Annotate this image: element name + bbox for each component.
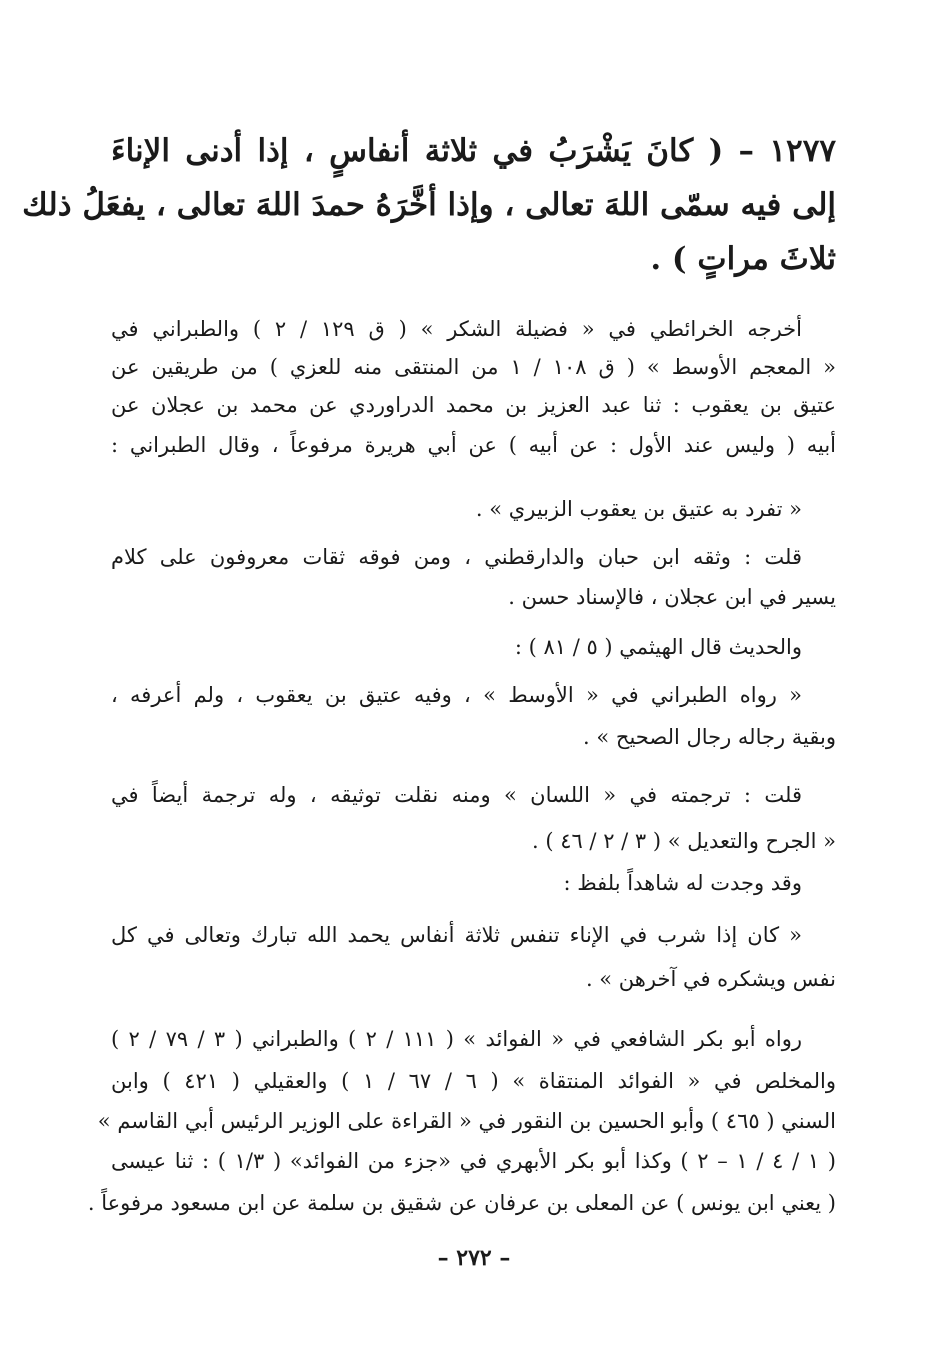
body-line: ( ١ / ٤ / ١ – ٢ ) وكذا أبو بكر الأبهري في «جزء من الفوائد» ( ١/٣ ) : ثنا عيسى — [111, 1149, 836, 1173]
quote-line: نفس ويشكره في آخرهن » . — [585, 967, 836, 991]
body-line: قلت : وثقه ابن حبان والدارقطني ، ومن فوقه ثقات معروفون على كلام — [111, 545, 802, 569]
body-line: ( يعني ابن يونس ) عن المعلى بن عرفان عن شقيق بن سلمة عن ابن مسعود مرفوعاً . — [87, 1191, 836, 1215]
body-line: وقد وجدت له شاهداً بلفظ : — [563, 871, 802, 895]
body-line: والمخلص في « الفوائد المنتقاة » ( ٦ / ٦٧ / ١ ) والعقيلي ( ٤٢١ ) وابن — [111, 1069, 836, 1093]
body-line: قلت : ترجمته في « اللسان » ومنه نقلت توثيقه ، وله ترجمة أيضاً في — [111, 783, 802, 807]
body-line: عتيق بن يعقوب : ثنا عبد العزيز بن محمد الدراوردي عن محمد بن عجلان عن — [111, 393, 836, 417]
quote-line: « رواه الطبراني في « الأوسط » ، وفيه عتيق بن يعقوب ، ولم أعرفه ، — [111, 683, 802, 707]
quote-line: « كان إذا شرب في الإناء تنفس ثلاثة أنفاس يحمد الله تبارك وتعالى في كل — [111, 923, 802, 947]
body-line: رواه أبو بكر الشافعي في « الفوائد » ( ١١١ / ٢ ) والطبراني ( ٣ / ٧٩ / ٢ ) — [111, 1027, 802, 1051]
body-line: « الجرح والتعديل » ( ٣ / ٢ / ٤٦ ) . — [531, 829, 836, 853]
quote-line: وبقية رجاله رجال الصحيح » . — [583, 725, 836, 749]
body-line: يسير في ابن عجلان ، فالإسناد حسن . — [508, 585, 836, 609]
body-line: « المعجم الأوسط » ( ق ١٠٨ / ١ من المنتقى منه للعزي ) من طريقين عن — [111, 355, 836, 379]
heading-line: إلى فيه سمّى اللهَ تعالى ، وإذا أخَّرَهُ حمدَ اللهَ تعالى ، يفعَلُ ذلك — [22, 187, 836, 223]
body-line: السني ( ٤٦٥ ) وأبو الحسين بن النقور في « القراءة على الوزير الرئيس أبي القاسم » — [97, 1109, 836, 1133]
body-line: والحديث قال الهيثمي ( ٥ / ٨١ ) : — [514, 635, 802, 659]
page-number: – ٢٧٢ – — [437, 1245, 511, 1271]
heading-line: ١٢٧٧ – ( كانَ يَشْرَبُ في ثلاثة أنفاسٍ ، إذا أدنى الإناءَ — [111, 133, 836, 169]
body-line: أخرجه الخرائطي في « فضيلة الشكر » ( ق ١٢٩ / ٢ ) والطبراني في — [111, 317, 802, 341]
heading-line: ثلاثَ مراتٍ ) . — [650, 241, 836, 277]
body-line: « تفرد به عتيق بن يعقوب الزبيري » . — [475, 497, 802, 521]
body-line: أبيه ( وليس عند الأول : عن أبيه ) عن أبي هريرة مرفوعاً ، وقال الطبراني : — [111, 433, 836, 457]
